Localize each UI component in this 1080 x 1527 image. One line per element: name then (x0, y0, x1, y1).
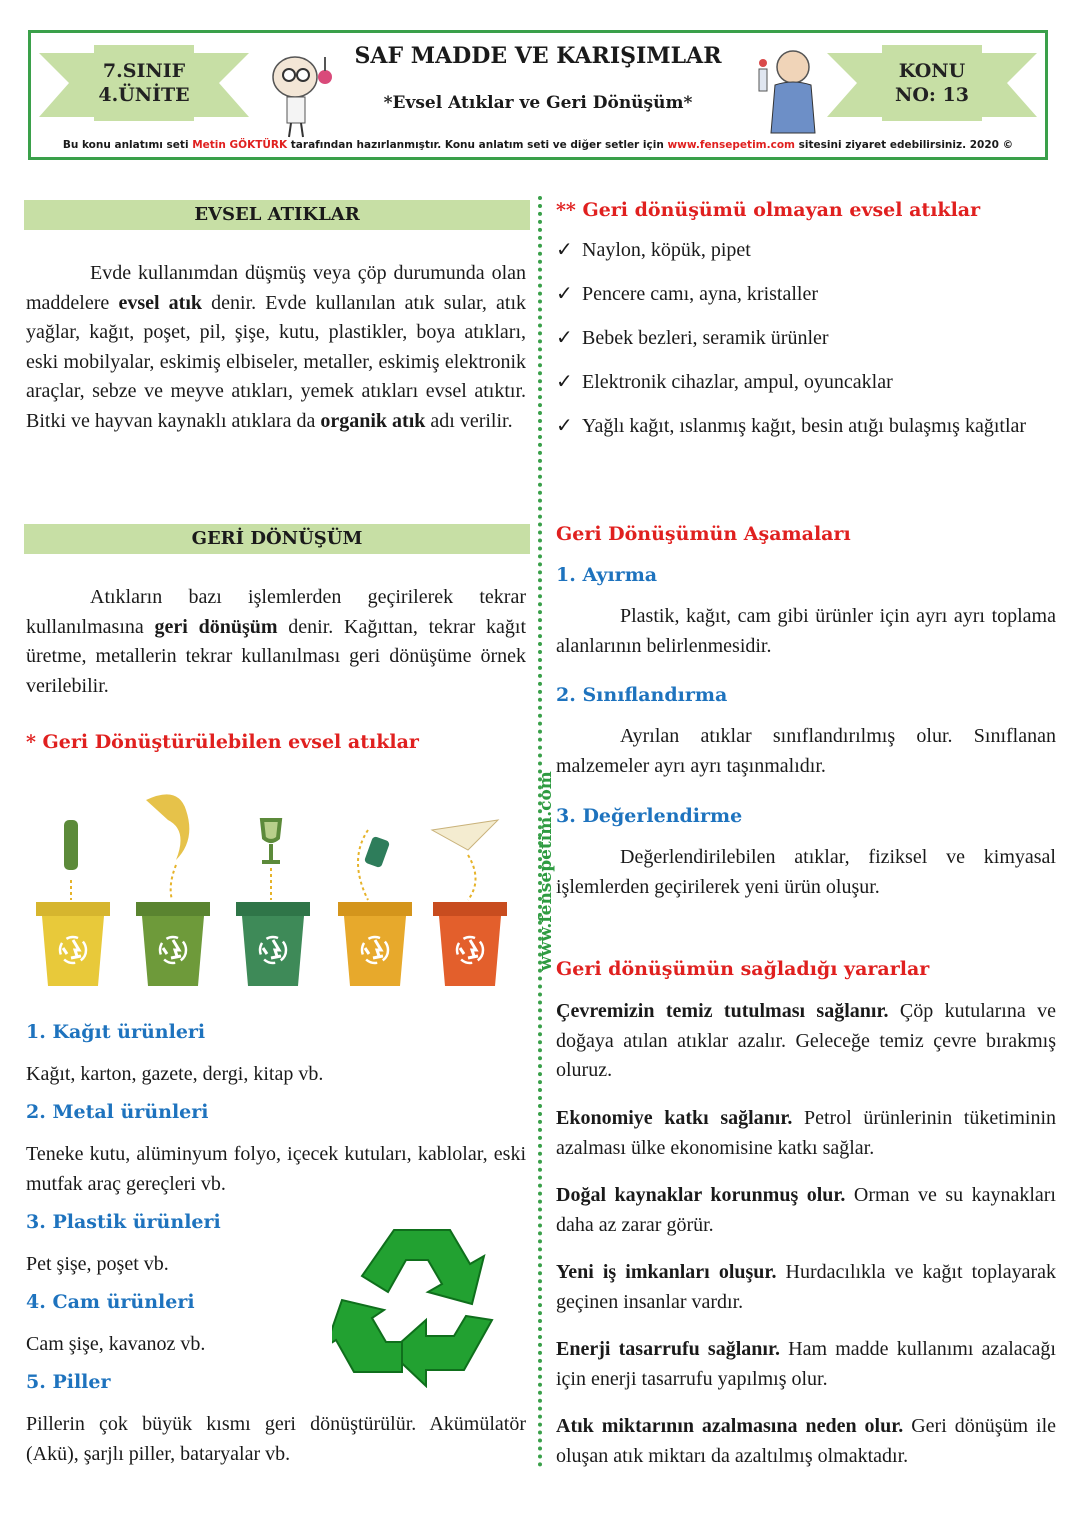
category-text: Pillerin çok büyük kısmı geri dönüştürülür. Akümülatör (Akü), şarjlı piller, bataryalar vb. (26, 1413, 526, 1465)
list-item: ✓ Bebek bezleri, seramik ürünler (556, 324, 1056, 354)
section-heading-evsel: EVSEL ATIKLAR (24, 200, 530, 230)
glass-icon (262, 820, 280, 862)
category-text: Kağıt, karton, gazete, dergi, kitap vb. (26, 1063, 324, 1085)
benefit-item: Enerji tasarrufu sağlanır. Ham madde kullanımı azalacağı için enerji tasarrufu yapılmış olur. (556, 1338, 1056, 1390)
benefit-item: Atık miktarının azalmasına neden olur. Geri dönüşüm ile oluşan atık miktarı da azaltılmış olmaktadır. (556, 1415, 1057, 1467)
stage-title: 3. Değerlendirme (556, 805, 743, 827)
stage-title: 2. Sınıflandırma (556, 684, 728, 706)
non-recyclable-heading: ** Geri dönüşümü olmayan evsel atıklar (556, 199, 981, 221)
banana-peel-icon (146, 794, 189, 860)
recycle-symbol-icon (332, 1222, 512, 1388)
section-heading-geri: GERİ DÖNÜŞÜM (24, 524, 530, 554)
bin-orange (338, 902, 412, 986)
author-name: Metin GÖKTÜRK (192, 139, 288, 151)
list-item: ✓ Yağlı kağıt, ıslanmış kağıt, besin atığı bulaşmış kağıtlar (556, 412, 1056, 442)
unit-label: 4.ÜNİTE (98, 84, 190, 106)
evsel-paragraph: Evde kullanımdan düşmüş veya çöp durumunda olan maddelere evsel atık denir. Evde kullanılan atık sular, atık yağlar, kağıt, poşet, pil, şişe, kutu, plastikler, boya atıkları, eski mobilyalar, eskimiş elbiseler, metaller, eskimiş elektronik araçlar, sebze ve meyve atıkları, yemek atıkları evsel atıktır. Bitki ve hayvan kaynaklı atıklara da organik atık adı verilir. (26, 262, 527, 432)
check-icon: ✓ (556, 283, 573, 305)
page-subtitle: *Evsel Atıklar ve Geri Dönüşüm* (383, 93, 693, 113)
category-title: 5. Piller (26, 1371, 111, 1393)
topic-label: KONU (898, 60, 966, 82)
credit-text: tarafından hazırlanmıştır. Konu anlatım seti ve diğer setler için (287, 139, 668, 151)
check-icon: ✓ (556, 371, 573, 393)
credit-line (31, 139, 1045, 151)
benefit-item: Ekonomiye katkı sağlanır. Petrol ürünlerinin tüketiminin azalması ülke ekonomisine katkı sağlar. (556, 1107, 1057, 1159)
grade-ribbon (39, 45, 249, 121)
grade-label: 7.SINIF (102, 60, 186, 82)
paper-plane-icon (432, 820, 498, 850)
non-recyclable-list (556, 236, 1056, 456)
bin-red (433, 902, 507, 986)
category-title: 4. Cam ürünleri (26, 1291, 195, 1313)
benefits-heading: Geri dönüşümün sağladığı yararlar (556, 958, 930, 980)
check-icon: ✓ (556, 327, 573, 349)
bin-green (236, 902, 310, 986)
category-title: 1. Kağıt ürünleri (26, 1021, 206, 1043)
recyclable-heading: * Geri Dönüştürülebilen evsel atıklar (26, 731, 419, 753)
bin-yellow (36, 902, 110, 986)
scientist-illustration-right (753, 45, 823, 135)
stage-text: Plastik, kağıt, cam gibi ürünler için ayrı ayrı toplama alanlarının belirlenmesidir. (556, 605, 1056, 657)
website-link[interactable]: www.fensepetim.com (667, 139, 795, 151)
benefit-item: Yeni iş imkanları oluşur. Hurdacılıkla ve kağıt toplayarak geçinen insanlar vardır. (556, 1261, 1057, 1313)
list-item: ✓ Pencere camı, ayna, kristaller (556, 280, 1056, 310)
credit-text: sitesini ziyaret edebilirsiniz. 2020 © (794, 139, 1014, 151)
benefit-item: Doğal kaynaklar korunmuş olur. Orman ve su kaynakları daha az zarar görür. (556, 1184, 1056, 1236)
geri-paragraph: Atıkların bazı işlemlerden geçirilerek tekrar kullanılmasına geri dönüşüm denir. Kağıttan, tekrar kağıt üretme, metallerin tekrar kullanılması geri dönüşüme örnek verilebilir. (26, 586, 526, 697)
credit-text: Bu konu anlatımı seti (62, 139, 193, 151)
stage-text: Değerlendirilebilen atıklar, fiziksel ve kimyasal işlemlerden geçirilerek yeni ürün oluşur. (556, 846, 1056, 898)
stage-text: Ayrılan atıklar sınıflandırılmış olur. Sınıflanan malzemeler ayrı ayrı taşınmalıdır. (556, 725, 1056, 777)
list-item: ✓ Elektronik cihazlar, ampul, oyuncaklar (556, 368, 1056, 398)
topic-number: NO: 13 (895, 84, 969, 106)
can-icon (364, 836, 390, 868)
check-icon: ✓ (556, 239, 573, 261)
category-text: Teneke kutu, alüminyum folyo, içecek kutuları, kablolar, eski mutfak araç gereçleri vb. (26, 1143, 526, 1195)
recycling-bins-illustration (28, 790, 518, 995)
page-title: SAF MADDE VE KARIŞIMLAR (354, 43, 722, 69)
category-title: 3. Plastik ürünleri (26, 1211, 221, 1233)
benefit-item: Çevremizin temiz tutulması sağlanır. Çöp kutularına ve doğaya atılan atıklar azalır. Geleceğe temiz çevre bırakmış oluruz. (556, 1000, 1056, 1081)
stage-title: 1. Ayırma (556, 564, 658, 586)
list-item: ✓ Naylon, köpük, pipet (556, 236, 1056, 266)
page-header (28, 30, 1048, 160)
category-text: Cam şişe, kavanoz vb. (26, 1333, 206, 1355)
check-icon: ✓ (556, 415, 573, 437)
bin-olive (136, 902, 210, 986)
category-text: Pet şişe, poşet vb. (26, 1253, 169, 1275)
bottle-icon (64, 820, 78, 870)
category-title: 2. Metal ürünleri (26, 1101, 209, 1123)
stages-heading: Geri Dönüşümün Aşamaları (556, 523, 851, 545)
side-url-text: www.fensepetim.com (536, 771, 556, 971)
topic-ribbon (827, 45, 1037, 121)
